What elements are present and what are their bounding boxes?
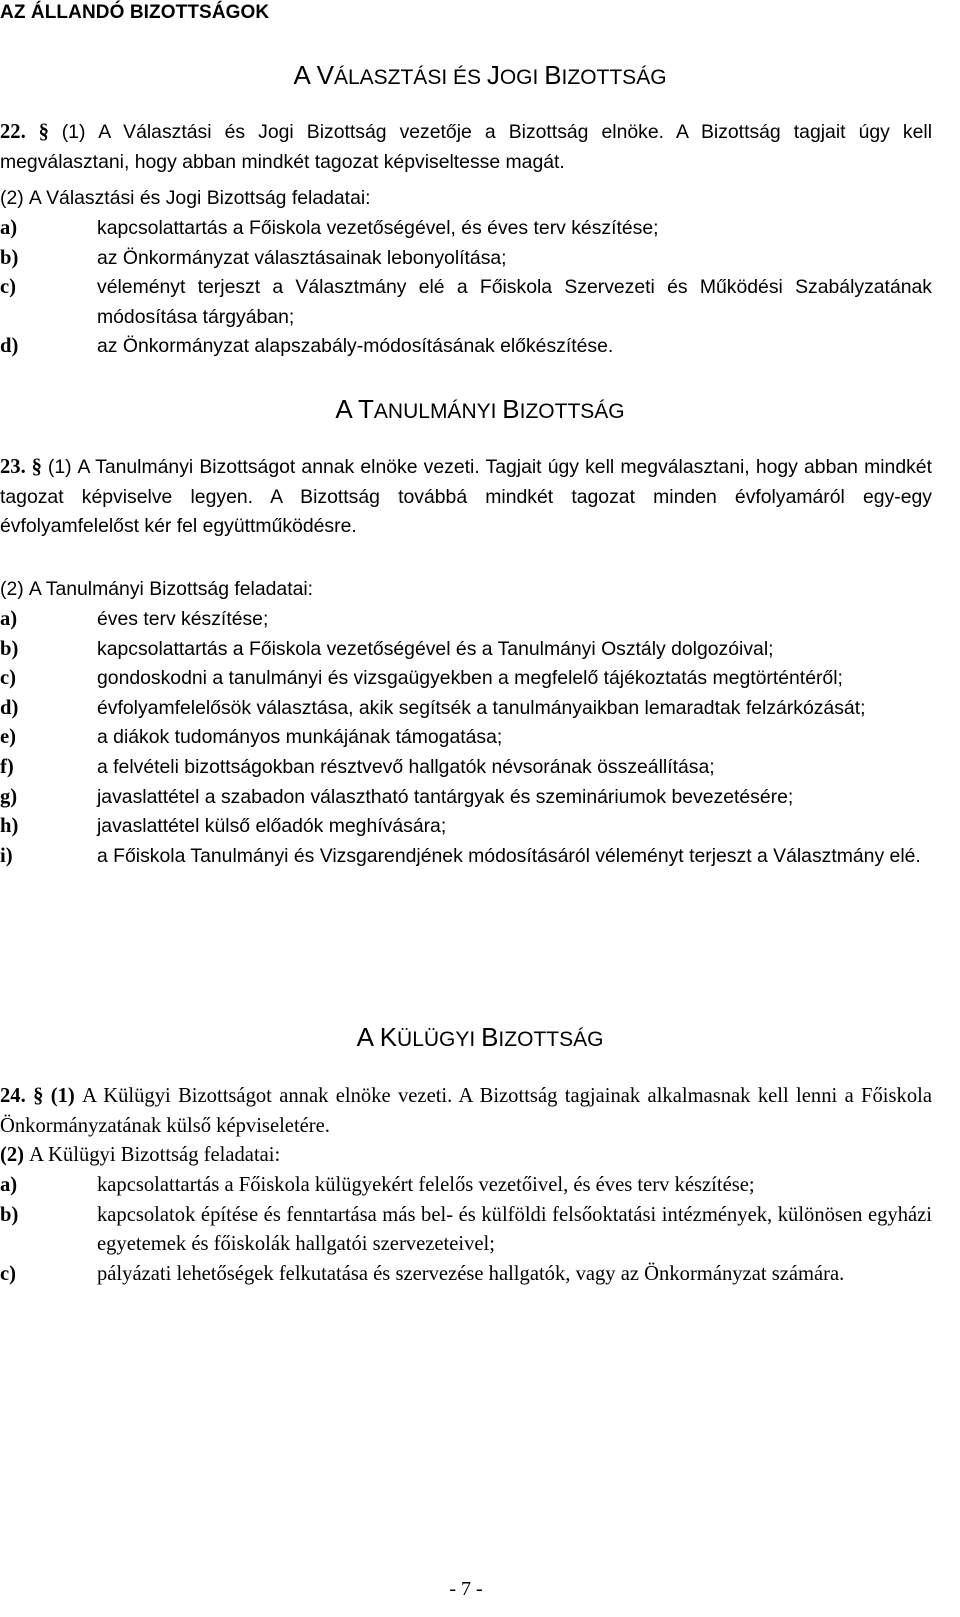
title-part: A V bbox=[293, 60, 334, 90]
item-text: a Főiskola Tanulmányi és Vizsgarendjének módosításáról véleményt terjeszt a Választmány elé. bbox=[97, 844, 921, 867]
item-text: javaslattétel a szabadon választható tantárgyak és szemináriumok bevezetésére; bbox=[97, 785, 794, 808]
item-text: kapcsolatok építése és fenntartása más bel- és külföldi felsőoktatási intézmények, különösen egyházi egyetemek és főiskolák hallgatói szervezeteivel; bbox=[97, 1203, 932, 1256]
item-label: f) bbox=[0, 755, 14, 778]
list-item bbox=[0, 842, 932, 872]
paragraph-label: (1) bbox=[50, 1085, 75, 1107]
paragraph-sign: § bbox=[38, 121, 49, 143]
paragraph-label: (1) bbox=[47, 456, 72, 478]
section-title-valasztasi bbox=[0, 60, 960, 91]
s22-task-list bbox=[0, 214, 932, 362]
s23-paragraph-2 bbox=[0, 575, 932, 605]
item-text: a felvételi bizottságokban résztvevő hallgatók névsorának összeállítása; bbox=[97, 755, 715, 778]
paragraph-sign: § bbox=[31, 456, 42, 478]
s23-task-list bbox=[0, 605, 932, 871]
item-label: a) bbox=[0, 217, 18, 239]
section-number: 23. bbox=[0, 456, 26, 478]
item-label: b) bbox=[0, 637, 19, 660]
paragraph-text: A Választási és Jogi Bizottság vezetője a Bizottság elnöke. A Bizottság tagjait úgy kell megválasztani, hogy abban mindkét tagozat képviseltesse magát. bbox=[0, 121, 932, 173]
item-text: a diákok tudományos munkájának támogatása; bbox=[97, 726, 503, 749]
item-label: b) bbox=[0, 246, 19, 269]
list-item bbox=[0, 1171, 932, 1201]
list-item bbox=[0, 605, 932, 635]
list-item bbox=[0, 812, 932, 842]
item-text: éves terv készítése; bbox=[97, 608, 269, 630]
title-part: J bbox=[486, 60, 500, 90]
paragraph-sign: § bbox=[33, 1085, 44, 1107]
item-label: g) bbox=[0, 785, 18, 808]
list-item bbox=[0, 635, 932, 665]
list-item bbox=[0, 273, 932, 332]
item-label: i) bbox=[0, 844, 13, 867]
paragraph-text: A Külügyi Bizottság feladatai: bbox=[29, 1144, 281, 1166]
item-label: c) bbox=[0, 276, 16, 299]
item-text: kapcsolattartás a Főiskola vezetőségével és a Tanulmányi Osztály dolgozóival; bbox=[97, 637, 774, 660]
item-text: pályázati lehetőségek felkutatása és szervezése hallgatók, vagy az Önkormányzat számára. bbox=[97, 1262, 845, 1285]
item-text: kapcsolattartás a Főiskola külügyekért felelős vezetőivel, és éves terv készítése; bbox=[97, 1174, 755, 1196]
paragraph-label: (2) bbox=[0, 578, 24, 600]
paragraph-text: A Választási és Jogi Bizottság feladatai: bbox=[28, 187, 371, 209]
title-part: ÜLÜGYI bbox=[397, 1028, 482, 1051]
list-item bbox=[0, 723, 932, 753]
paragraph-text: A Külügyi Bizottságot annak elnöke vezeti. A Bizottság tagjainak alkalmasnak kell lenni a Főiskola Önkormányzatának külső képviseletére. bbox=[0, 1085, 933, 1137]
s24-paragraph-2 bbox=[0, 1141, 932, 1171]
title-part: ANULMÁNYI bbox=[373, 400, 503, 423]
section-title-tanulmanyi bbox=[0, 394, 960, 425]
page-number: - 7 - bbox=[449, 1578, 483, 1600]
title-part: IZOTTSÁG bbox=[498, 1028, 604, 1051]
list-item bbox=[0, 332, 932, 362]
title-part: B bbox=[502, 394, 520, 424]
list-item bbox=[0, 214, 932, 244]
chapter-heading: AZ ÁLLANDÓ BIZOTTSÁGOK bbox=[0, 2, 270, 23]
title-part: IZOTTSÁG bbox=[519, 400, 625, 423]
title-part: A T bbox=[335, 394, 374, 424]
paragraph-label: (2) bbox=[0, 1144, 25, 1166]
section-number: 22. bbox=[0, 121, 26, 143]
section-number: 24. bbox=[0, 1085, 26, 1107]
title-part: ÁLASZTÁSI ÉS bbox=[333, 66, 487, 89]
paragraph-label: (2) bbox=[0, 187, 24, 209]
title-part: A K bbox=[356, 1022, 398, 1052]
title-part: OGI bbox=[499, 66, 545, 89]
item-text: az Önkormányzat választásainak lebonyolítása; bbox=[97, 246, 507, 269]
list-item bbox=[0, 694, 932, 724]
s24-paragraph-1 bbox=[0, 1082, 932, 1141]
item-text: évfolyamfelelősök választása, akik segítsék a tanulmányaikban lemaradtak felzárkózását; bbox=[97, 696, 866, 719]
item-text: gondoskodni a tanulmányi és vizsgaügyekben a megfelelő tájékoztatás megtörténtéről; bbox=[97, 667, 843, 690]
item-label: d) bbox=[0, 335, 19, 358]
list-item bbox=[0, 664, 932, 694]
item-text: javaslattétel külső előadók meghívására; bbox=[97, 815, 447, 838]
title-part: IZOTTSÁG bbox=[561, 66, 667, 89]
paragraph-text: A Tanulmányi Bizottságot annak elnöke vezeti. Tagjait úgy kell megválasztani, hogy abban mindkét tagozat képviselve legyen. A Bizottság továbbá mindkét tagozat minden évfolyamáról egy-egy évfolyamfelelőst kér fel együttműködésre. bbox=[0, 456, 932, 538]
list-item bbox=[0, 1201, 932, 1260]
paragraph-label: (1) bbox=[61, 121, 86, 143]
item-label: a) bbox=[0, 1174, 18, 1196]
list-item bbox=[0, 783, 932, 813]
list-item bbox=[0, 244, 932, 274]
s22-paragraph-1 bbox=[0, 118, 932, 177]
item-label: a) bbox=[0, 608, 18, 630]
item-label: h) bbox=[0, 815, 19, 838]
item-text: véleményt terjeszt a Választmány elé a Főiskola Szervezeti és Működési Szabályzatának módosítása tárgyában; bbox=[97, 276, 932, 328]
item-text: az Önkormányzat alapszabály-módosításának előkészítése. bbox=[97, 335, 614, 358]
title-part: B bbox=[481, 1022, 499, 1052]
s22-paragraph-2 bbox=[0, 184, 932, 214]
item-text: kapcsolattartás a Főiskola vezetőségével, és éves terv készítése; bbox=[97, 217, 659, 239]
item-label: b) bbox=[0, 1203, 19, 1226]
title-part: B bbox=[544, 60, 562, 90]
s24-task-list bbox=[0, 1171, 932, 1289]
list-item bbox=[0, 753, 932, 783]
list-item bbox=[0, 1260, 932, 1290]
section-title-kulugyi bbox=[0, 1022, 960, 1053]
item-label: d) bbox=[0, 696, 19, 719]
s23-paragraph-1 bbox=[0, 453, 932, 542]
item-label: c) bbox=[0, 667, 16, 690]
item-label: c) bbox=[0, 1262, 16, 1285]
item-label: e) bbox=[0, 726, 16, 749]
paragraph-text: A Tanulmányi Bizottság feladatai: bbox=[28, 578, 314, 600]
